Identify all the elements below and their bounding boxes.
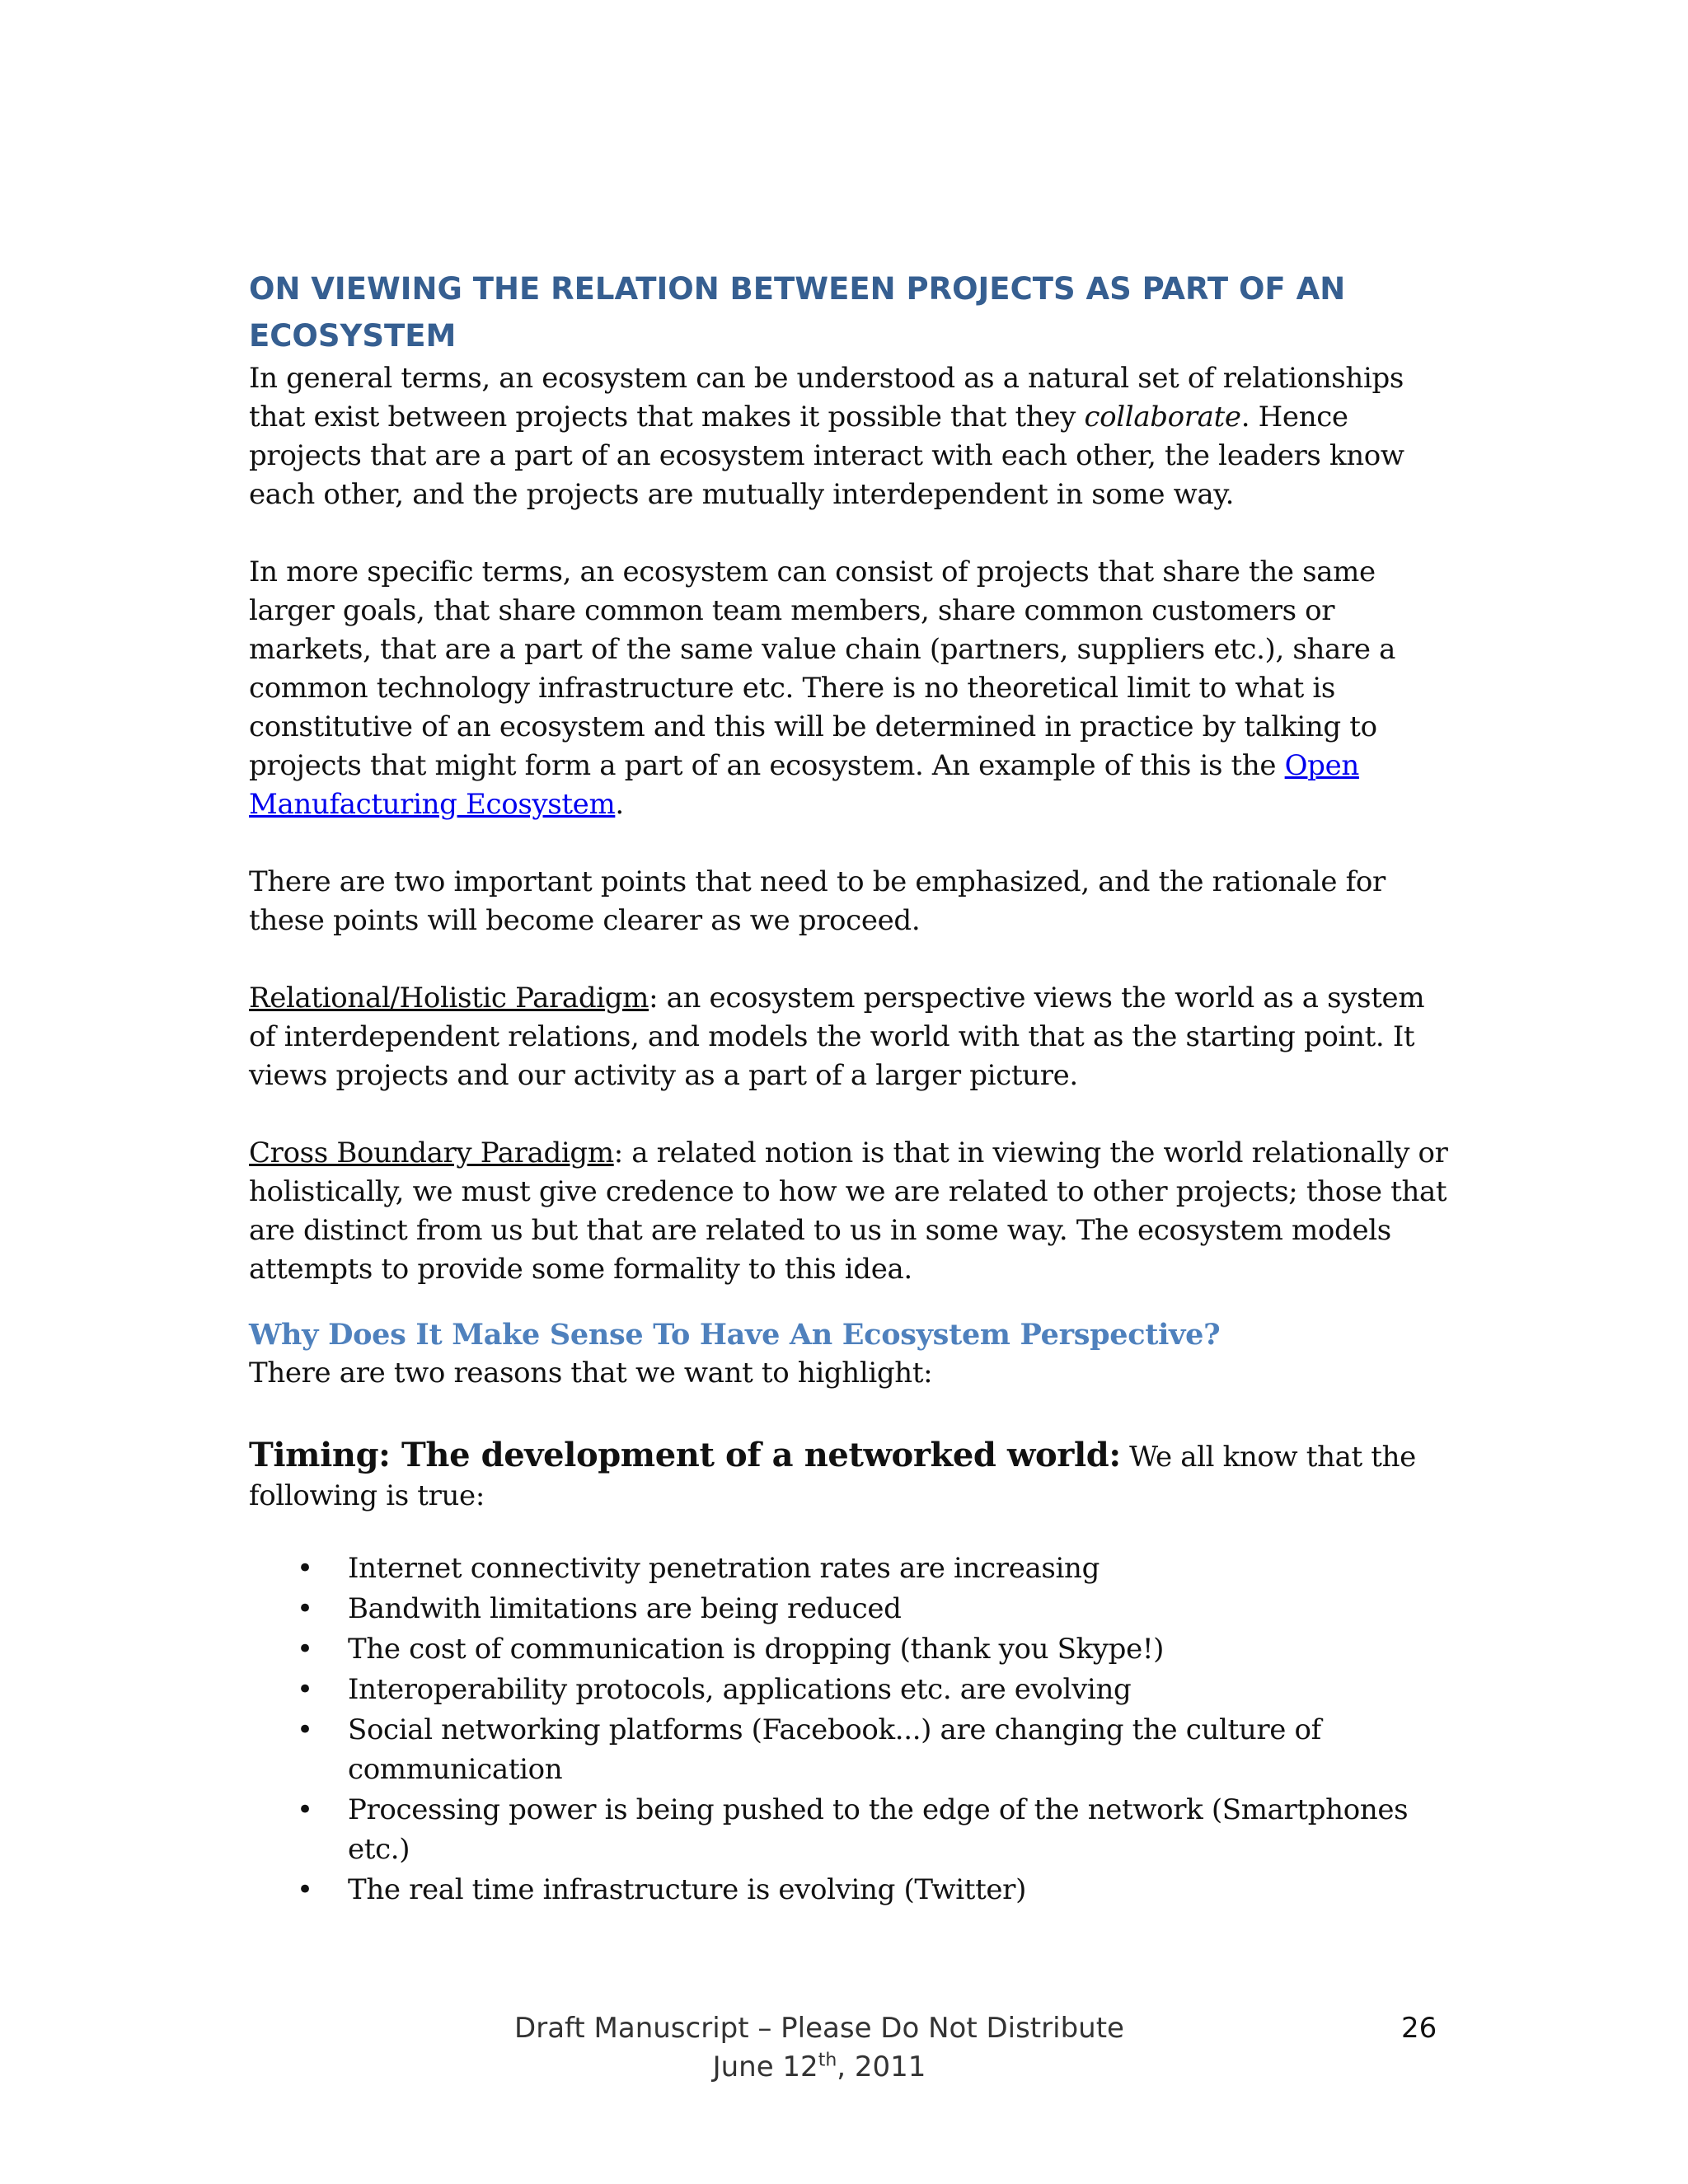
spacer bbox=[249, 824, 1452, 863]
list-item bbox=[297, 1790, 1452, 1870]
page-number: 26 bbox=[1401, 2012, 1437, 2045]
list-item bbox=[297, 1589, 1452, 1629]
spacer bbox=[249, 1393, 1452, 1436]
footer-date bbox=[490, 2048, 1149, 2087]
bullet-list bbox=[249, 1549, 1452, 1910]
cross-boundary-paradigm-text: : a related notion is that in viewing the world relationally or holistically, we must give credence to how we are related to other projects; those that are distinct from us but that are related to us in some way. The ecosystem models attempts to provide some formality to this idea. bbox=[249, 1137, 1448, 1286]
timing-lead: Timing: The development of a networked world: bbox=[249, 1436, 1121, 1474]
list-item-text: The cost of communication is dropping (thank you Skype!) bbox=[348, 1633, 1165, 1666]
spacer bbox=[249, 1095, 1452, 1134]
paragraph-timing bbox=[249, 1436, 1452, 1516]
list-item bbox=[297, 1670, 1452, 1710]
list-item-text: The real time infrastructure is evolving (Twitter) bbox=[348, 1873, 1026, 1906]
paragraph-specific-text-a: In more specific terms, an ecosystem can consist of projects that share the same larger goals, that share common team members, share common customers or markets, that are a part of the same value chain (partners, suppliers etc.), share a common technology infrastructure etc. There is no theoretical limit to what is constitutive of an ecosystem and this will be determined in practice by talking to projects that might form a part of an ecosystem. An example of this is the bbox=[249, 555, 1395, 782]
list-item bbox=[297, 1549, 1452, 1589]
bullet-icon: • bbox=[297, 1793, 313, 1826]
paragraph-specific-text-b: . bbox=[615, 788, 624, 821]
open-manufacturing-ecosystem-link[interactable]: Open Manufacturing Ecosystem bbox=[249, 749, 1359, 821]
spacer bbox=[249, 514, 1452, 553]
paragraph-relational-paradigm bbox=[249, 979, 1452, 1095]
footer-notice bbox=[490, 2009, 1149, 2087]
list-item-text: Bandwith limitations are being reduced bbox=[348, 1592, 902, 1625]
footer-draft-notice: Draft Manuscript – Please Do Not Distribute bbox=[514, 2012, 1124, 2045]
collaborate-emphasis: collaborate bbox=[1084, 401, 1241, 434]
list-item bbox=[297, 1710, 1452, 1790]
paragraph-cross-boundary-paradigm bbox=[249, 1134, 1452, 1289]
paragraph-intro bbox=[249, 359, 1452, 514]
paragraph-two-reasons: There are two reasons that we want to highlight: bbox=[249, 1357, 933, 1390]
cross-boundary-paradigm-term: Cross Boundary Paradigm bbox=[249, 1137, 614, 1169]
timing-text: We all know that the following is true: bbox=[249, 1441, 1416, 1512]
bullet-icon: • bbox=[297, 1673, 313, 1706]
bullet-icon: • bbox=[297, 1873, 313, 1906]
footer-date-sup: th bbox=[818, 2050, 837, 2071]
subsection-heading: Why Does It Make Sense To Have An Ecosystem Perspective? bbox=[249, 1318, 1221, 1352]
section-heading: ON VIEWING THE RELATION BETWEEN PROJECTS AS PART OF AN ECOSYSTEM bbox=[249, 271, 1346, 354]
bullet-icon: • bbox=[297, 1592, 313, 1625]
list-item-text: Internet connectivity penetration rates are increasing bbox=[348, 1552, 1100, 1585]
footer-date-year: , 2011 bbox=[837, 2050, 926, 2083]
list-item bbox=[297, 1870, 1452, 1910]
paragraph-specific-terms bbox=[249, 553, 1452, 824]
bullet-icon: • bbox=[297, 1552, 313, 1585]
paragraph-two-points: There are two important points that need to be emphasized, and the rationale for these points will become clearer as we proceed. bbox=[249, 865, 1386, 937]
paragraph-intro-text-a: In general terms, an ecosystem can be understood as a natural set of relationships that exist between projects that makes it possible that they bbox=[249, 362, 1404, 434]
bullet-icon: • bbox=[297, 1633, 313, 1666]
bullet-icon: • bbox=[297, 1713, 313, 1746]
paragraph-intro-text-b: . Hence projects that are a part of an ecosystem interact with each other, the leaders know each other, and the projects are mutually interdependent in some way. bbox=[249, 401, 1404, 511]
list-item-text: Social networking platforms (Facebook...) are changing the culture of communication bbox=[348, 1713, 1321, 1786]
document-page bbox=[249, 265, 1452, 1910]
list-item-text: Processing power is being pushed to the edge of the network (Smartphones etc.) bbox=[348, 1793, 1409, 1866]
footer-date-main: June 12 bbox=[712, 2050, 818, 2083]
spacer bbox=[249, 1516, 1452, 1549]
relational-paradigm-text: : an ecosystem perspective views the world as a system of interdependent relations, and models the world with that as the starting point. It views projects and our activity as a part of a larger picture. bbox=[249, 982, 1425, 1092]
spacer bbox=[249, 940, 1452, 979]
list-item bbox=[297, 1629, 1452, 1670]
list-item-text: Interoperability protocols, applications etc. are evolving bbox=[348, 1673, 1132, 1706]
spacer bbox=[249, 1289, 1452, 1315]
relational-paradigm-term: Relational/Holistic Paradigm bbox=[249, 982, 649, 1015]
